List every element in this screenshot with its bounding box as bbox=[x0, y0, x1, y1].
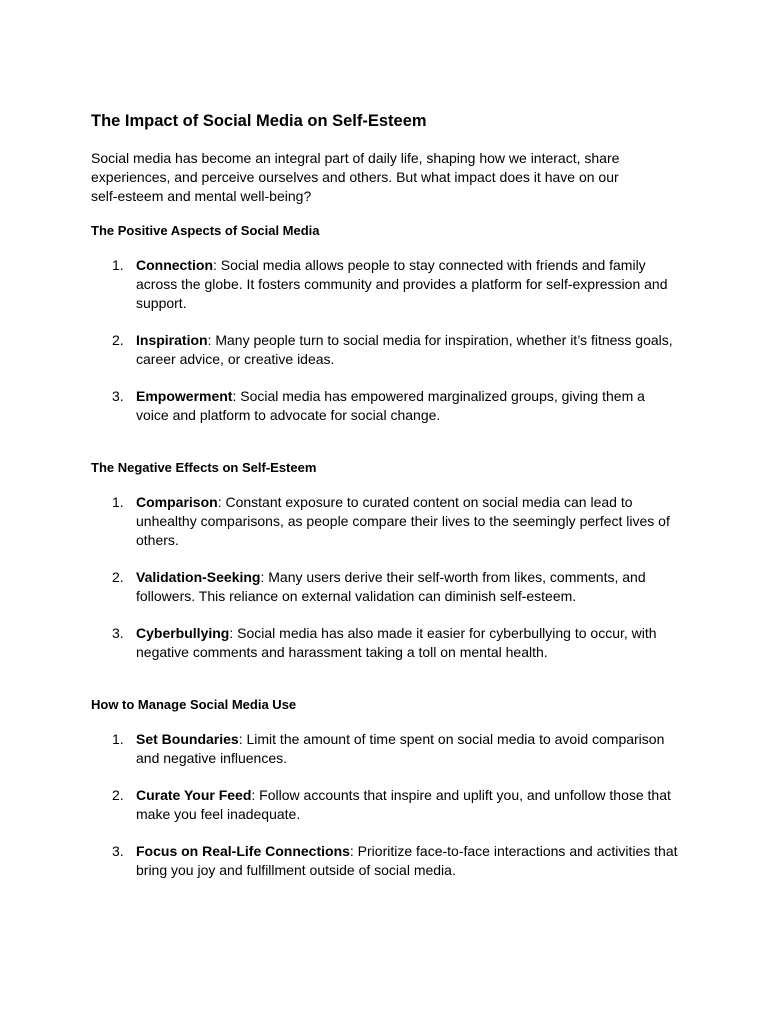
list-text: : Social media has empowered marginalized groups, giving them a voice and platform to advocate for social change. bbox=[136, 388, 645, 423]
section-heading: The Positive Aspects of Social Media bbox=[91, 223, 320, 238]
list-term: Connection bbox=[136, 257, 213, 273]
list-text: : Many users derive their self-worth from likes, comments, and followers. This reliance on external validation can diminish self-esteem. bbox=[136, 569, 646, 604]
list-item bbox=[91, 624, 678, 662]
section-negative bbox=[91, 459, 678, 662]
document-title: The Impact of Social Media on Self-Esteem bbox=[91, 112, 427, 130]
numbered-list bbox=[91, 256, 678, 425]
list-item bbox=[91, 256, 678, 313]
numbered-list bbox=[91, 730, 678, 880]
list-item bbox=[91, 387, 678, 425]
list-text: : Social media allows people to stay connected with friends and family across the globe. It fosters community and provides a platform for self-expression and support. bbox=[136, 257, 668, 311]
list-number: 3. bbox=[112, 625, 124, 641]
list-number: 3. bbox=[112, 388, 124, 404]
list-text: : Prioritize face-to-face interactions and activities that bring you joy and fulfillment outside of social media. bbox=[136, 843, 678, 878]
list-item bbox=[91, 842, 678, 880]
list-term: Cyberbullying bbox=[136, 625, 230, 641]
list-item bbox=[91, 786, 678, 824]
numbered-list bbox=[91, 493, 678, 662]
list-term: Inspiration bbox=[136, 332, 208, 348]
intro-paragraph: Social media has become an integral part of daily life, shaping how we interact, share experiences, and perceive ourselves and others. But what impact does it have on our self-esteem and mental well-being? bbox=[91, 150, 620, 204]
list-text: : Social media has also made it easier for cyberbullying to occur, with negative comments and harassment taking a toll on mental health. bbox=[136, 625, 657, 660]
list-number: 2. bbox=[112, 569, 124, 585]
list-number: 2. bbox=[112, 332, 124, 348]
list-term: Comparison bbox=[136, 494, 218, 510]
list-text: : Many people turn to social media for inspiration, whether it’s fitness goals, career advice, or creative ideas. bbox=[136, 332, 673, 367]
list-term: Curate Your Feed bbox=[136, 787, 252, 803]
list-number: 1. bbox=[112, 494, 124, 510]
section-positive bbox=[91, 222, 678, 425]
section-heading: The Negative Effects on Self-Esteem bbox=[91, 460, 317, 475]
list-number: 1. bbox=[112, 731, 124, 747]
list-text: : Follow accounts that inspire and uplift you, and unfollow those that make you feel inadequate. bbox=[136, 787, 671, 822]
list-text: : Limit the amount of time spent on social media to avoid comparison and negative influences. bbox=[136, 731, 665, 766]
list-number: 1. bbox=[112, 257, 124, 273]
list-term: Empowerment bbox=[136, 388, 233, 404]
list-number: 3. bbox=[112, 843, 124, 859]
list-item bbox=[91, 730, 678, 768]
list-term: Focus on Real-Life Connections bbox=[136, 843, 350, 859]
section-manage bbox=[91, 696, 678, 880]
list-item bbox=[91, 493, 678, 550]
list-number: 2. bbox=[112, 787, 124, 803]
list-item bbox=[91, 568, 678, 606]
list-term: Validation-Seeking bbox=[136, 569, 261, 585]
section-heading: How to Manage Social Media Use bbox=[91, 697, 297, 712]
list-term: Set Boundaries bbox=[136, 731, 239, 747]
list-text: : Constant exposure to curated content on social media can lead to unhealthy comparisons, as people compare their lives to the seemingly perfect lives of others. bbox=[136, 494, 670, 548]
list-item bbox=[91, 331, 678, 369]
